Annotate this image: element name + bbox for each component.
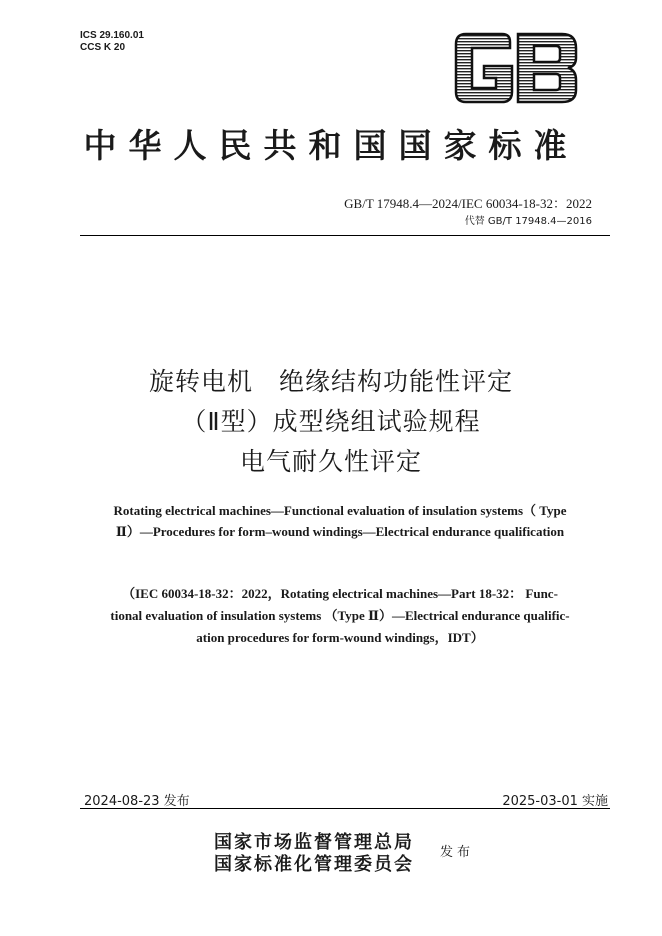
english-title <box>70 500 610 542</box>
en-title-line-2: Ⅱ）—Procedures for form–wound windings—Electrical endurance qualification <box>115 524 565 539</box>
iec-reference <box>70 583 610 649</box>
header-divider <box>80 235 610 236</box>
issuer-samr: 国家市场监督管理总局 <box>214 832 414 853</box>
iec-line-3: ation procedures for form-wound windings，IDT） <box>196 630 484 645</box>
ccs-code: CCS K 20 <box>80 42 126 53</box>
issue-label: 发布 <box>440 845 475 860</box>
implement-date: 2025-03-01 实施 <box>502 794 608 809</box>
gb-logo <box>452 32 580 104</box>
standard-number: GB/T 17948.4—2024/IEC 60034-18-32：2022 <box>344 196 592 211</box>
issuer-sac: 国家标准化管理委员会 <box>214 854 414 875</box>
replaces-note: 代替 GB/T 17948.4—2016 <box>464 216 592 227</box>
iec-line-1: （IEC 60034-18-32：2022，Rotating electrical machines—Part 18-32： Func- <box>122 586 558 601</box>
standard-title: 中华人民共和国国家标准 <box>83 126 579 165</box>
iec-line-2: tional evaluation of insulation systems （Type Ⅱ）—Electrical endurance qualific- <box>110 608 570 623</box>
cn-title-line-1: 旋转电机 绝缘结构功能性评定 <box>148 367 513 396</box>
ics-code: ICS 29.160.01 <box>80 30 144 41</box>
cn-title-line-2: （Ⅱ型）成型绕组试验规程 <box>181 407 481 436</box>
publish-date: 2024-08-23 发布 <box>84 794 190 809</box>
en-title-line-1: Rotating electrical machines—Functional evaluation of insulation systems（ Type <box>113 503 567 518</box>
cn-title-line-3: 电气耐久性评定 <box>239 447 422 476</box>
footer-divider <box>80 808 610 809</box>
